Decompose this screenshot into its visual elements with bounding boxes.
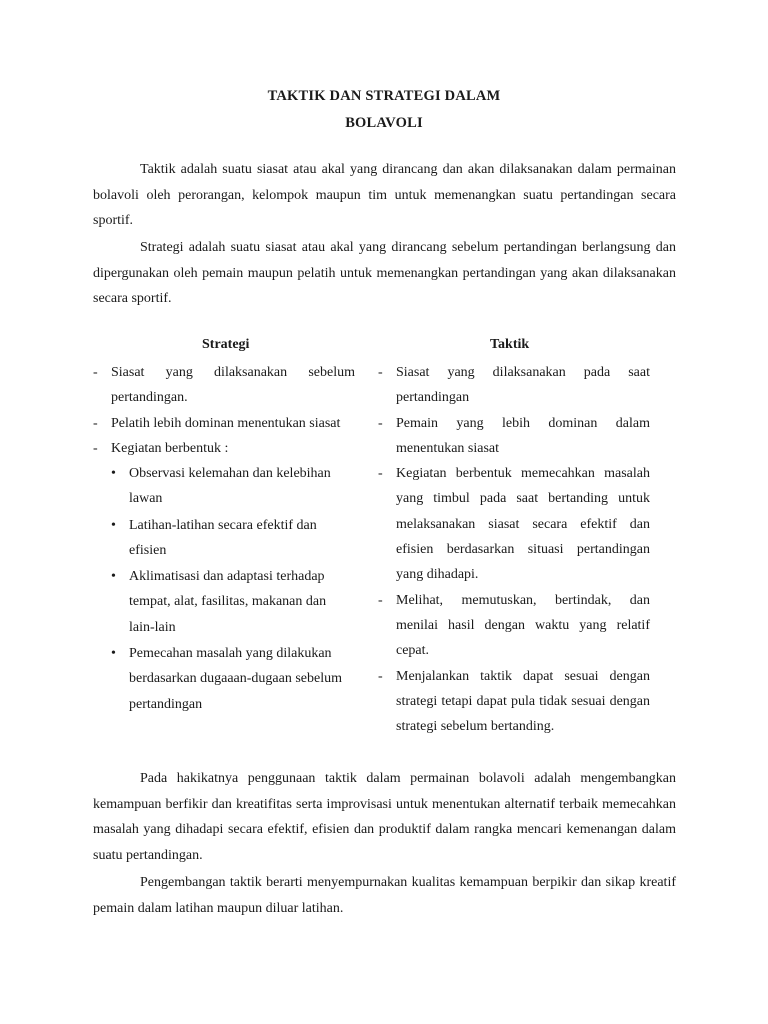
tactic-item: - Menjalankan taktik dapat sesuai dengan strategi tetapi dapat pula tidak sesuai dengan strategi sebelum bertanding. — [378, 664, 650, 740]
strategy-column-heading: Strategi — [202, 337, 250, 352]
dash-marker: - — [93, 440, 98, 456]
bullet-icon: • — [111, 466, 116, 482]
dash-marker: - — [378, 415, 383, 431]
strategy-item: - Kegiatan berbentuk : — [93, 436, 355, 461]
document-title-line-2: BOLAVOLI — [345, 115, 423, 131]
closing-paragraph-pengembangan: Pengembangan taktik berarti menyempurnakan kualitas kemampuan berpikir dan sikap kreatif pemain dalam latihan maupun diluar latihan. — [93, 875, 676, 916]
bullet-icon: • — [111, 569, 116, 585]
strategy-sub-item: • Pemecahan masalah yang dilakukan berdasarkan dugaaan-dugaan sebelum pertandingan — [111, 641, 355, 717]
bullet-icon: • — [111, 517, 116, 533]
strategy-sub-item: • Observasi kelemahan dan kelebihan lawan — [111, 461, 355, 512]
tactic-item: - Pemain yang lebih dominan dalam menentukan siasat — [378, 411, 650, 462]
strategy-sub-list — [93, 461, 355, 717]
intro-paragraph-taktik: Taktik adalah suatu siasat atau akal yang dirancang dan akan dilaksanakan dalam permainan bolavoli oleh perorangan, kelompok maupun tim untuk memenangkan suatu pertandingan secara sportif. — [93, 162, 676, 228]
strategy-sub-item: • Latihan-latihan secara efektif dan efisien — [111, 513, 355, 564]
bullet-icon: • — [111, 645, 116, 661]
closing-paragraph-hakikat: Pada hakikatnya penggunaan taktik dalam permainan bolavoli adalah mengembangkan kemampuan berfikir dan kreatifitas serta improvisasi untuk menentukan alternatif terbaik memecahkan masalah yang dihadapi secara efektif, efisien dan produktif dalam rangka mencari kemenangan dalam suatu pertandingan. — [93, 771, 676, 863]
dash-marker: - — [378, 668, 383, 684]
dash-marker: - — [93, 365, 98, 380]
tactic-item: - Kegiatan berbentuk memecahkan masalah yang timbul pada saat bertanding untuk melaksanakan siasat secara efektif dan efisien berdasarkan situasi pertandingan yang dihadapi. — [378, 461, 650, 587]
tactic-item: - Melihat, memutuskan, bertindak, dan menilai hasil dengan waktu yang relatif cepat. — [378, 588, 650, 664]
document-title-line-1: TAKTIK DAN STRATEGI DALAM — [267, 88, 501, 104]
strategy-item: - Pelatih lebih dominan menentukan siasat — [93, 411, 355, 436]
strategy-item: - Siasat yang dilaksanakan sebelum pertandingan. — [93, 360, 355, 411]
dash-marker: - — [378, 466, 383, 482]
dash-marker: - — [93, 415, 98, 431]
tactic-column-heading: Taktik — [490, 337, 530, 352]
dash-marker: - — [378, 592, 383, 608]
tactic-column — [378, 360, 650, 739]
dash-marker: - — [378, 365, 383, 380]
strategy-column — [93, 360, 355, 718]
strategy-sub-item: • Aklimatisasi dan adaptasi terhadap tempat, alat, fasilitas, makanan dan lain-lain — [111, 564, 355, 640]
intro-paragraph-strategi: Strategi adalah suatu siasat atau akal yang dirancang sebelum pertandingan berlangsung dan dipergunakan oleh pemain maupun pelatih untuk memenangkan pertandingan yang akan dilaksanakan secara sportif. — [93, 240, 676, 306]
tactic-item: - Siasat yang dilaksanakan pada saat pertandingan — [378, 360, 650, 411]
